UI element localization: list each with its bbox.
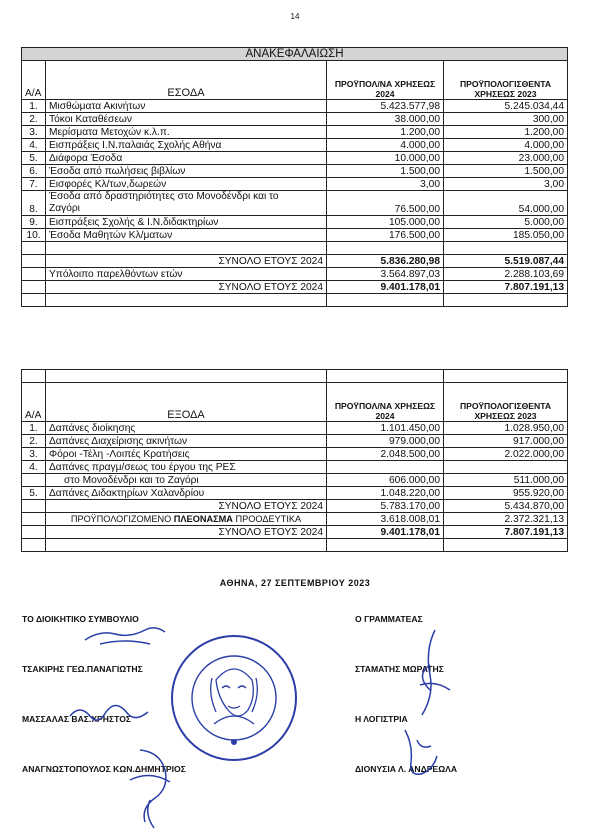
- row-desc-line1: Έσοδα από δραστηριότητες στο Μονοδένδρι και το: [49, 191, 279, 202]
- income-row-9: [22, 216, 568, 229]
- row-value-2023: 1.028.950,00: [444, 422, 568, 435]
- income-row-4: [22, 139, 568, 152]
- board-member-3: ΑΝΑΓΝΩΣΤΟΠΟΥΛΟΣ ΚΩΝ.ΔΗΜΗΤΡΙΟΣ: [22, 764, 186, 774]
- income-col2-header: ΠΡΟΫΠΟΛΟΓΙΣΘΕΝΤΑ ΧΡΗΣΕΩΣ 2023: [444, 61, 568, 100]
- expenses-total-row: [22, 500, 568, 513]
- row-value-2024: 1.101.450,00: [327, 422, 444, 435]
- income-grand-2024: 9.401.178,01: [327, 281, 444, 294]
- income-col1-header: ΠΡΟΫΠΟΛ/ΝΑ ΧΡΗΣΕΩΣ 2024: [327, 61, 444, 100]
- row-value-2023: 23.000,00: [444, 152, 568, 165]
- expenses-total-label: ΣΥΝΟΛΟ ΕΤΟΥΣ 2024: [46, 500, 327, 513]
- income-grand-label: ΣΥΝΟΛΟ ΕΤΟΥΣ 2024: [46, 281, 327, 294]
- row-value-2024: 2.048.500,00: [327, 448, 444, 461]
- row-value-2024: 38.000,00: [327, 113, 444, 126]
- board-title: ΤΟ ΔΙΟΙΚΗΤΙΚΟ ΣΥΜΒΟΥΛΙΟ: [22, 614, 139, 624]
- expense-row-1: [22, 422, 568, 435]
- income-previous-row: [22, 268, 568, 281]
- income-total-label: ΣΥΝΟΛΟ ΕΤΟΥΣ 2024: [46, 255, 327, 268]
- row-value-2023: 917.000,00: [444, 435, 568, 448]
- income-row-6: [22, 165, 568, 178]
- signature-member-2: [65, 700, 155, 728]
- expenses-col2-header: ΠΡΟΫΠΟΛΟΓΙΣΘΕΝΤΑ ΧΡΗΣΕΩΣ 2023: [444, 383, 568, 422]
- row-aa: 9.: [22, 216, 46, 229]
- row-desc: Δαπάνες διοίκησης: [46, 422, 327, 435]
- row-desc-line1: Δαπάνες πραγμ/σεως του έργου της ΡΕΣ: [46, 461, 327, 474]
- row-value-2023: 1.500,00: [444, 165, 568, 178]
- income-row-5: [22, 152, 568, 165]
- expense-row-4b: [22, 474, 568, 487]
- row-value-2023: 3,00: [444, 178, 568, 191]
- secretary-title: Ο ΓΡΑΜΜΑΤΕΑΣ: [355, 614, 423, 624]
- income-row-7: [22, 178, 568, 191]
- row-desc-line2: Ζαγόρι: [49, 203, 80, 214]
- income-total-2024: 5.836.280,98: [327, 255, 444, 268]
- spacer-row: [22, 539, 568, 552]
- income-total-2023: 5.519.087,44: [444, 255, 568, 268]
- row-aa: 7.: [22, 178, 46, 191]
- row-desc: Φόροι -Τέλη -Λοιπές Κρατήσεις: [46, 448, 327, 461]
- row-desc-line2: στο Μονοδένδρι και το Ζαγόρι: [46, 474, 327, 487]
- row-value-2024: 1.200,00: [327, 126, 444, 139]
- accountant-title: Η ΛΟΓΙΣΤΡΙΑ: [355, 714, 408, 724]
- secretary-name: ΣΤΑΜΑΤΗΣ ΜΩΡΑΤΗΣ: [355, 664, 444, 674]
- signature-member-3: [110, 740, 190, 830]
- spacer-row: [22, 242, 568, 255]
- row-value-2024: 606.000,00: [327, 474, 444, 487]
- income-aa-header: Α/Α: [22, 61, 46, 100]
- row-aa: 10.: [22, 229, 46, 242]
- row-aa: 3.: [22, 448, 46, 461]
- expenses-total-2023: 5.434.870,00: [444, 500, 568, 513]
- signature-secretary: [400, 625, 460, 720]
- row-desc: Μισθώματα Ακινήτων: [46, 100, 327, 113]
- row-aa: 4.: [22, 461, 46, 474]
- spacer-row: [22, 370, 568, 383]
- expense-row-5: [22, 487, 568, 500]
- row-value-2024: 1.500,00: [327, 165, 444, 178]
- page-number: 14: [290, 12, 300, 21]
- expenses-grand-2024: 9.401.178,01: [327, 526, 444, 539]
- row-aa: 5.: [22, 487, 46, 500]
- row-value-2023: 4.000,00: [444, 139, 568, 152]
- expenses-header-row: [22, 383, 568, 422]
- expenses-table: [21, 369, 568, 552]
- row-value-2023: 300,00: [444, 113, 568, 126]
- surplus-label-bold: ΠΛΕΟΝΑΣΜΑ: [173, 514, 233, 524]
- row-aa: 5.: [22, 152, 46, 165]
- row-value-2024: 10.000,00: [327, 152, 444, 165]
- income-previous-label: Υπόλοιπο παρελθόντων ετών: [46, 268, 327, 281]
- income-total-row: [22, 255, 568, 268]
- row-value-2023: 5.245.034,44: [444, 100, 568, 113]
- surplus-row: [22, 513, 568, 526]
- row-value-2023: 54.000,00: [444, 191, 568, 216]
- expenses-aa-header: Α/Α: [22, 383, 46, 422]
- income-grand-2023: 7.807.191,13: [444, 281, 568, 294]
- row-value-2023: 2.022.000,00: [444, 448, 568, 461]
- surplus-2023: 2.372.321,13: [444, 513, 568, 526]
- row-aa: 6.: [22, 165, 46, 178]
- row-value-2023: 511.000,00: [444, 474, 568, 487]
- expenses-grand-total-row: [22, 526, 568, 539]
- expenses-grand-2023: 7.807.191,13: [444, 526, 568, 539]
- income-row-1: [22, 100, 568, 113]
- row-value-2024: 5.423.577,98: [327, 100, 444, 113]
- row-value-2023: 5.000,00: [444, 216, 568, 229]
- spacer-row: [22, 294, 568, 307]
- surplus-label-pre: ΠΡΟΫΠΟΛΟΓΙΖΟΜΕΝΟ: [70, 514, 174, 524]
- row-aa: 1.: [22, 422, 46, 435]
- row-value-2023: 1.200,00: [444, 126, 568, 139]
- summary-title-row: [22, 48, 568, 61]
- surplus-label-post: ΠΡΟΟΔΕΥΤΙΚΑ: [232, 514, 302, 524]
- row-aa: 4.: [22, 139, 46, 152]
- row-desc: Δαπάνες Διαχείρισης ακινήτων: [46, 435, 327, 448]
- row-value-2024: 76.500,00: [327, 191, 444, 216]
- row-desc: Εισπράξεις Ι.Ν.παλαιάς Σχολής Αθήνα: [46, 139, 327, 152]
- income-row-8: [22, 191, 568, 216]
- surplus-label: [46, 513, 327, 526]
- row-aa: 3.: [22, 126, 46, 139]
- board-member-1: ΤΣΑΚΙΡΗΣ ΓΕΩ.ΠΑΝΑΓΙΩΤΗΣ: [22, 664, 143, 674]
- surplus-2024: 3.618.008,01: [327, 513, 444, 526]
- row-desc: Δαπάνες Διδακτηρίων Χαλανδρίου: [46, 487, 327, 500]
- expenses-grand-label: ΣΥΝΟΛΟ ΕΤΟΥΣ 2024: [46, 526, 327, 539]
- date-line: ΑΘΗΝΑ, 27 ΣΕΠΤΕΜΒΡΙΟΥ 2023: [219, 578, 371, 588]
- income-row-3: [22, 126, 568, 139]
- row-desc: Έσοδα από πωλήσεις βιβλίων: [46, 165, 327, 178]
- income-previous-2023: 2.288.103,69: [444, 268, 568, 281]
- row-desc: Μερίσματα Μετοχών κ.λ.π.: [46, 126, 327, 139]
- income-table: [21, 47, 568, 307]
- row-aa: 1.: [22, 100, 46, 113]
- row-value-2023: 185.050,00: [444, 229, 568, 242]
- row-desc: [46, 191, 327, 216]
- row-value-2024: 3,00: [327, 178, 444, 191]
- expenses-col1-header: ΠΡΟΫΠΟΛ/ΝΑ ΧΡΗΣΕΩΣ 2024: [327, 383, 444, 422]
- row-aa: 2.: [22, 113, 46, 126]
- income-header-row: [22, 61, 568, 100]
- income-row-2: [22, 113, 568, 126]
- expenses-total-2024: 5.783.170,00: [327, 500, 444, 513]
- expense-row-4a: [22, 461, 568, 474]
- row-aa: 2.: [22, 435, 46, 448]
- row-value-2024: 979.000,00: [327, 435, 444, 448]
- row-aa: 8.: [22, 191, 46, 216]
- income-row-10: [22, 229, 568, 242]
- row-desc: Διάφορα Έσοδα: [46, 152, 327, 165]
- income-title: ΕΣΟΔΑ: [46, 61, 327, 100]
- expenses-title: ΕΞΟΔΑ: [46, 383, 327, 422]
- row-desc: Εισπράξεις Σχολής & Ι.Ν.διδακτηρίων: [46, 216, 327, 229]
- income-previous-2024: 3.564.897,03: [327, 268, 444, 281]
- board-member-2: ΜΑΣΣΑΛΑΣ ΒΑΣ.ΧΡΗΣΤΟΣ: [22, 714, 132, 724]
- row-desc: Έσοδα Μαθητών Κλ/ματων: [46, 229, 327, 242]
- row-value-2023: 955.920,00: [444, 487, 568, 500]
- income-grand-total-row: [22, 281, 568, 294]
- signature-board: [80, 622, 180, 652]
- summary-title: ΑΝΑΚΕΦΑΛΑΙΩΣΗ: [22, 48, 568, 61]
- accountant-name: ΔΙΟΝΥΣΙΑ Λ. ΑΝΔΡΕΩΛΑ: [355, 764, 458, 774]
- row-desc: Εισφορές Κλ/των,δωρεών: [46, 178, 327, 191]
- row-desc: Τόκοι Καταθέσεων: [46, 113, 327, 126]
- row-value-2024: 176.500,00: [327, 229, 444, 242]
- row-value-2024: 105.000,00: [327, 216, 444, 229]
- expense-row-3: [22, 448, 568, 461]
- expense-row-2: [22, 435, 568, 448]
- row-value-2024: 4.000,00: [327, 139, 444, 152]
- signature-accountant: [395, 720, 450, 780]
- row-value-2024: 1.048.220,00: [327, 487, 444, 500]
